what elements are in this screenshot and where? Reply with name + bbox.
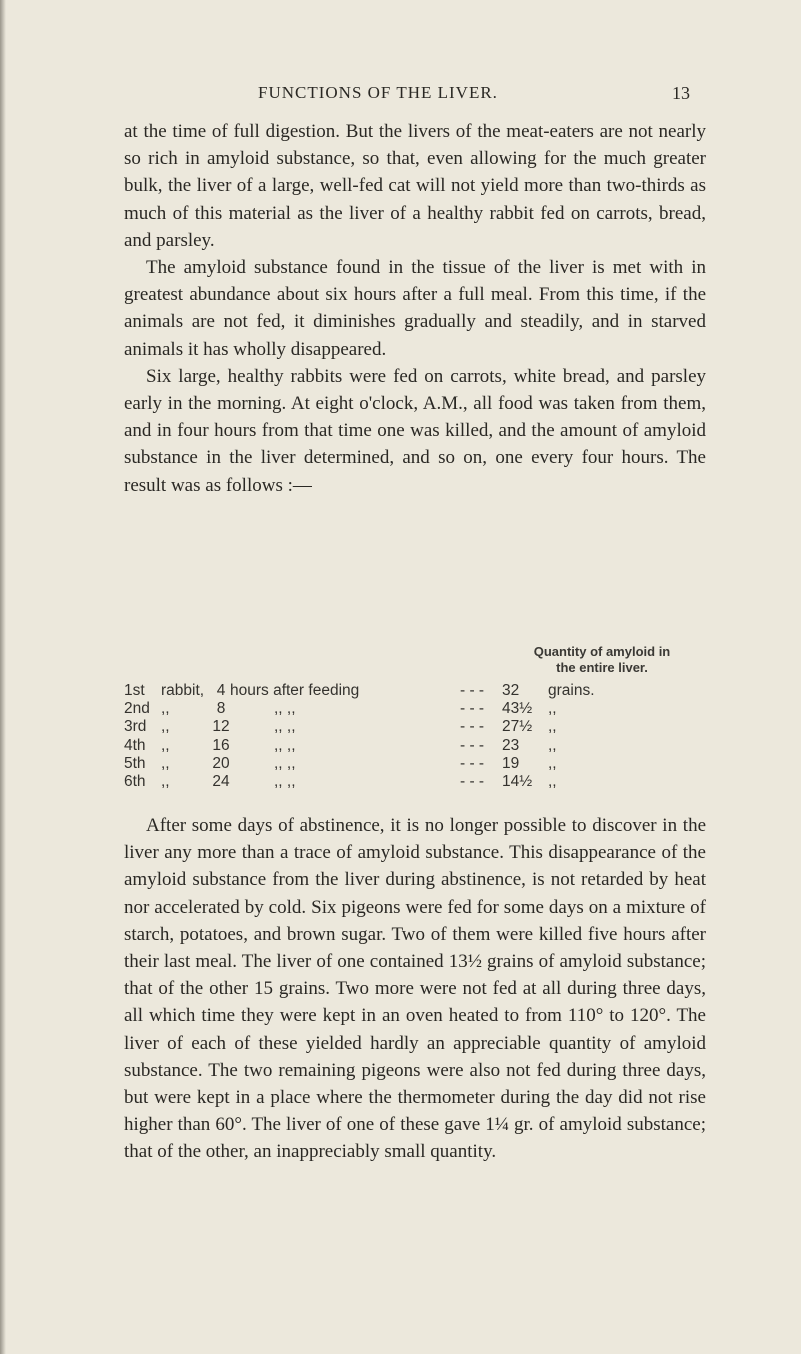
- row-label: rabbit,: [161, 682, 205, 699]
- row-description: ,, ,,: [274, 754, 296, 772]
- row-ordinal: 4th: [124, 736, 146, 754]
- row-description: ,, ,,: [274, 736, 296, 754]
- table-row: [124, 773, 724, 791]
- running-title: FUNCTIONS OF THE LIVER.: [258, 83, 498, 102]
- row-label: ,,: [161, 700, 170, 718]
- row-hours: 12: [212, 718, 230, 736]
- table-row: [124, 682, 724, 700]
- row-unit: ,,: [548, 736, 557, 754]
- table-column-header: [482, 644, 722, 676]
- body-text-after-table: [124, 812, 706, 1166]
- paragraph-3: Six large, healthy rabbits were fed on carrots, white bread, and parsley early in the morning. At eight o'clock, A.M., all food was taken from them, and in four hours from that time one was killed, and the amount of amyloid substance in the liver determined, and so on, one every four hours. The result was as follows :—: [124, 365, 706, 496]
- paragraph-4: After some days of abstinence, it is no longer possible to discover in the liver any more than a trace of amyloid substance. This disappearance of the amyloid substance from the liver during abstinence, is not retarded by heat nor accelerated by cold. Six pigeons were fed for some days on a mixture of starch, potatoes, and brown sugar. Two of them were killed five hours after their last meal. The liver of one contained 13½ grains of amyloid substance; that of the other 15 grains. Two more were not fed at all during three days, all which time they were kept in an oven heated to from 110° to 120°. The liver of each of these yielded hardly an appreciable quantity of amyloid substance. The two remaining pigeons were also not fed during three days, but were kept in a place where the thermometer during the day did not rise higher than 60°. The liver of one of these gave 1¼ gr. of amyloid substance; that of the other, an inappreciably small quantity.: [124, 815, 706, 1163]
- row-unit: grains.: [548, 682, 595, 699]
- row-ordinal: 1st: [124, 682, 145, 699]
- row-ordinal: 2nd: [124, 700, 150, 718]
- row-hours: 4: [216, 682, 226, 699]
- row-leader-dashes: - - -: [460, 718, 485, 736]
- row-hours: 8: [216, 700, 226, 718]
- table-row: [124, 737, 724, 755]
- row-value: 19: [502, 754, 520, 772]
- row-label: ,,: [161, 718, 170, 736]
- row-hours: 20: [212, 754, 230, 772]
- row-value: 14½: [502, 772, 533, 790]
- table-row: [124, 700, 724, 718]
- page-edge-shadow: [0, 0, 6, 1354]
- row-unit: ,,: [548, 718, 557, 736]
- row-description: ,, ,,: [274, 700, 296, 718]
- page-number: 13: [672, 83, 690, 103]
- row-leader-dashes: - - -: [460, 682, 485, 699]
- row-leader-dashes: - - -: [460, 700, 485, 718]
- table-header-line-1: Quantity of amyloid in: [533, 644, 671, 659]
- row-ordinal: 3rd: [124, 718, 147, 736]
- row-value: 32: [502, 682, 520, 699]
- row-leader-dashes: - - -: [460, 754, 485, 772]
- row-hours: 16: [212, 736, 230, 754]
- row-ordinal: 6th: [124, 772, 146, 790]
- row-value: 23: [502, 736, 520, 754]
- row-description: hours after feeding: [230, 682, 360, 699]
- row-leader-dashes: - - -: [460, 736, 485, 754]
- table-row: [124, 718, 724, 736]
- row-unit: ,,: [548, 700, 557, 718]
- row-label: ,,: [161, 772, 170, 790]
- row-ordinal: 5th: [124, 754, 146, 772]
- paragraph-1: at the time of full digestion. But the livers of the meat-eaters are not nearly so rich in amyloid substance, so that, even allowing for the much greater bulk, the liver of a large, well-fed cat will not yield more than two-thirds as much of this material as the liver of a healthy rabbit fed on carrots, bread, and parsley.: [124, 121, 706, 251]
- row-leader-dashes: - - -: [460, 772, 485, 790]
- body-text-before-table: [124, 118, 706, 499]
- row-label: ,,: [161, 736, 170, 754]
- amyloid-table: [124, 682, 724, 791]
- row-description: ,, ,,: [274, 772, 296, 790]
- row-description: ,, ,,: [274, 718, 296, 736]
- row-hours: 24: [212, 772, 230, 790]
- row-label: ,,: [161, 754, 170, 772]
- row-unit: ,,: [548, 772, 557, 790]
- table-header-line-2: the entire liver.: [556, 660, 648, 675]
- row-value: 27½: [502, 718, 533, 736]
- row-value: 43½: [502, 700, 533, 718]
- row-unit: ,,: [548, 754, 557, 772]
- running-head: [0, 83, 801, 107]
- table-row: [124, 755, 724, 773]
- paragraph-2: The amyloid substance found in the tissue of the liver is met with in greatest abundance about six hours after a full meal. From this time, if the animals are not fed, it diminishes gradually and steadily, and in starved animals it has wholly disappeared.: [124, 257, 706, 360]
